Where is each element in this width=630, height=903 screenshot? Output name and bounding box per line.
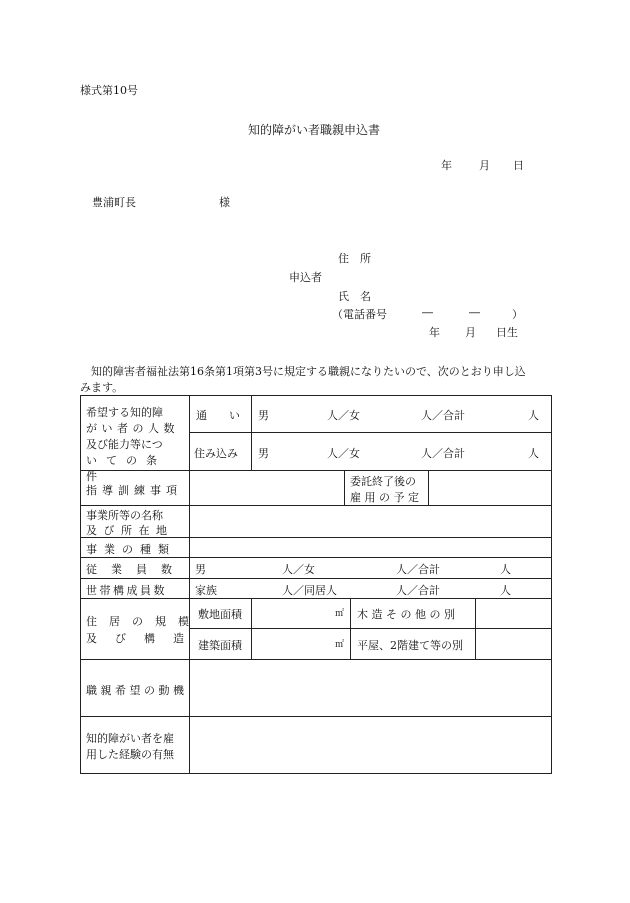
phone-dash-2: ― (469, 306, 480, 319)
addressee-name: 豊浦町長 (92, 196, 136, 209)
wood-other-label: 木造その他の別 (357, 608, 459, 621)
household-persons: 人 (500, 584, 511, 597)
residence-label-2: 及び構造 (86, 632, 202, 645)
form-number: 様式第10号 (80, 84, 138, 97)
date-day: 日 (513, 159, 524, 172)
employees-persons: 人 (500, 563, 511, 576)
hope-label-1: 希望する知的障 (86, 406, 163, 419)
office-label-2: 及び所在地 (86, 524, 174, 537)
building-area-label: 建築面積 (198, 639, 242, 652)
household-family: 家族 (195, 584, 217, 597)
applicant-label: 申込者 (289, 271, 322, 284)
after-entrust-label-2: 雇用の予定 (350, 491, 423, 504)
household-persons-total: 人／合計 (396, 584, 440, 597)
phone-label: （電話番号 (332, 308, 387, 321)
hope-label-line-3 (86, 436, 184, 452)
birth-year: 年 (429, 326, 440, 339)
after-entrust-label-1: 委託終了後の (350, 475, 416, 488)
motive-label: 職親希望の動機 (86, 684, 188, 697)
residence-label-1: 住居の規模 (86, 615, 201, 628)
site-area-label: 敷地面積 (198, 608, 242, 621)
statement-line-2: みます。 (80, 381, 124, 394)
statement-line-1: 知的障害者福祉法第16条第1項第3号に規定する職親になりたいので、次のとおり申し込 (91, 365, 526, 378)
address-label: 住 所 (338, 252, 371, 265)
hope-label-2: がい者の人数 (86, 422, 179, 435)
household-label: 世帯構成員数 (86, 584, 167, 597)
addressee-honorific: 様 (219, 196, 230, 209)
hope-label-line-2 (86, 420, 184, 436)
hope-label-line-1 (86, 404, 184, 420)
commute-persons: 人 (528, 409, 539, 422)
experience-label-1: 知的障がい者を雇 (86, 732, 174, 745)
hope-label-3: 及び能力等につ (86, 438, 163, 451)
employees-persons-total: 人／合計 (396, 563, 440, 576)
document-title: 知的障がい者職親申込書 (248, 123, 381, 137)
live-in-persons: 人 (528, 447, 539, 460)
live-in-label: 住み込み (194, 447, 238, 460)
site-area-unit: ㎡ (335, 609, 345, 619)
building-area-unit: ㎡ (335, 640, 345, 650)
phone-close: ） (512, 308, 523, 321)
phone-dash-1: ― (422, 306, 433, 319)
live-in-persons-total: 人／合計 (421, 447, 465, 460)
name-label: 氏 名 (338, 290, 371, 303)
commute-persons-total: 人／合計 (421, 409, 465, 422)
employees-persons-female: 人／女 (282, 563, 315, 576)
business-type-label: 事業の種類 (86, 543, 176, 556)
employees-label: 従業員数 (86, 563, 186, 576)
experience-label-2: 用した経験の有無 (86, 748, 174, 761)
commute-male: 男 (258, 409, 269, 422)
employees-male: 男 (195, 563, 206, 576)
live-in-persons-female: 人／女 (327, 447, 360, 460)
hope-label-line-4 (86, 452, 184, 484)
guidance-label: 指導訓練事項 (86, 484, 182, 497)
commute-persons-female: 人／女 (327, 409, 360, 422)
birth-day: 日生 (496, 326, 518, 339)
live-in-male: 男 (258, 447, 269, 460)
commute-label: 通 い (196, 409, 240, 422)
date-year: 年 (441, 159, 452, 172)
household-persons-cohab: 人／同居人 (282, 584, 337, 597)
hope-label-4: いての条件 (86, 454, 166, 483)
birth-month: 月 (465, 326, 476, 339)
office-label-1: 事業所等の名称 (86, 509, 163, 522)
date-month: 月 (479, 159, 490, 172)
floors-label: 平屋、2階建て等の別 (357, 639, 463, 652)
